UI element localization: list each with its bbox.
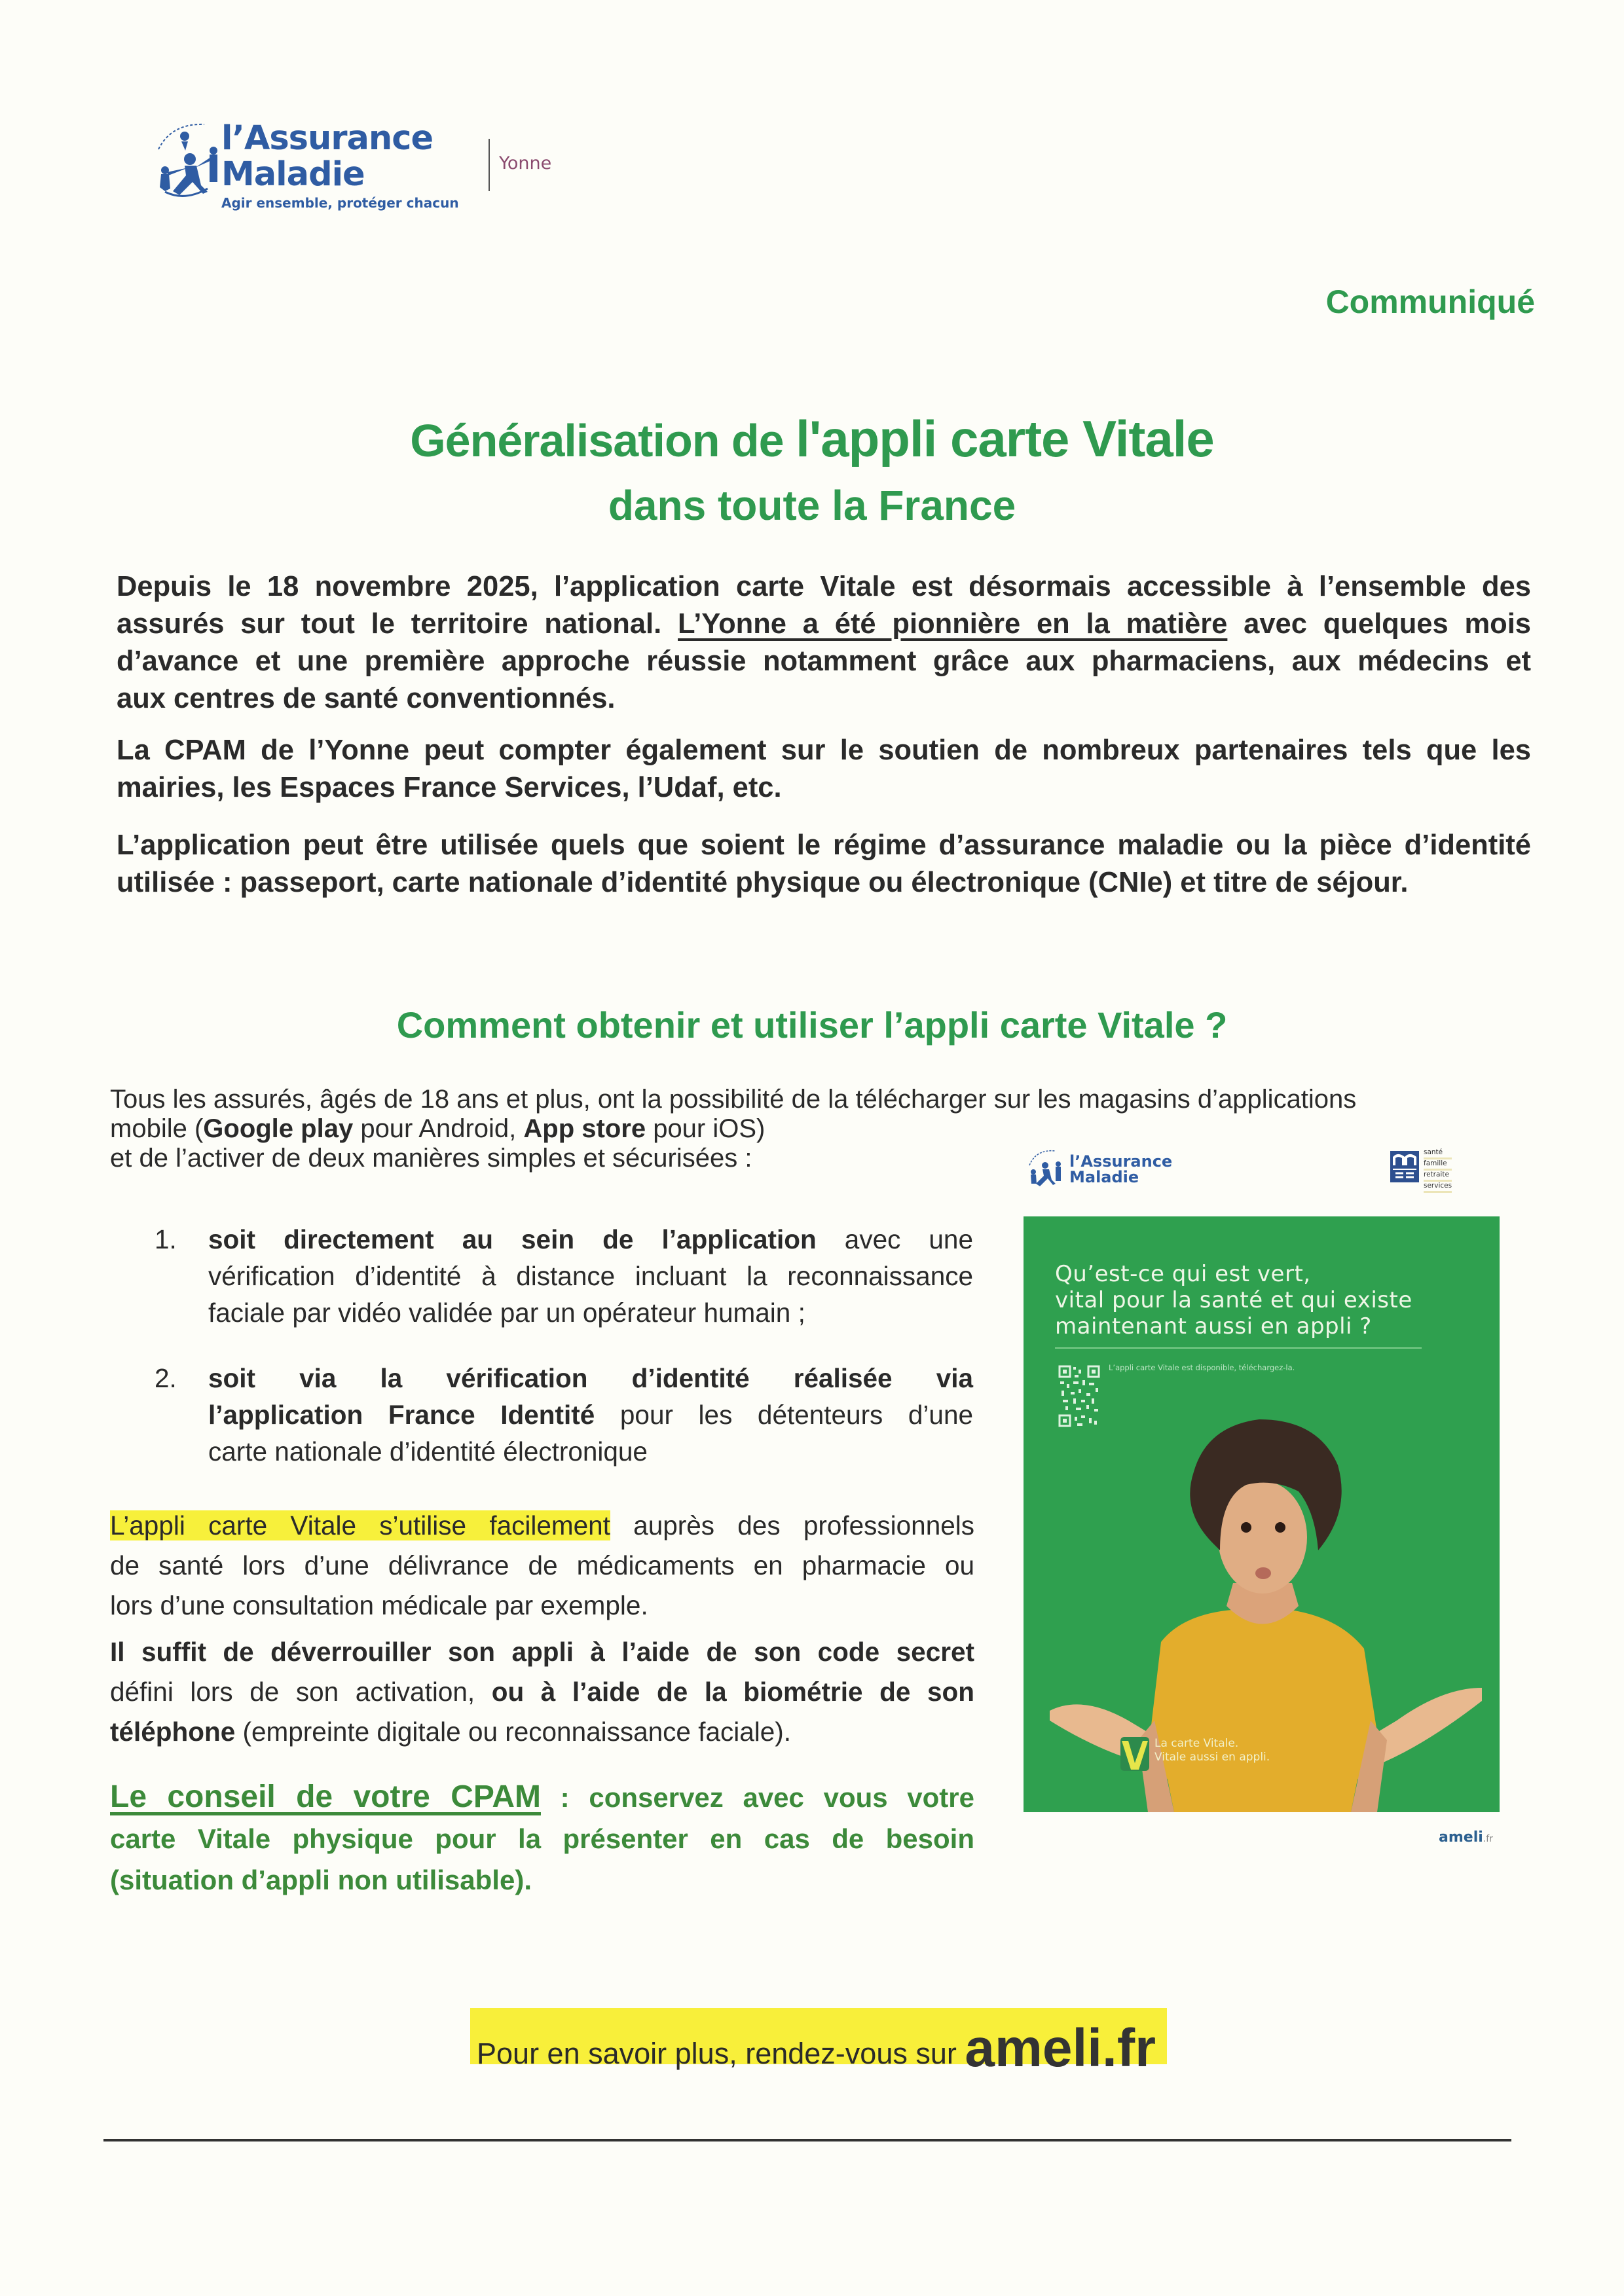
- step-1-line-2: vérification d’identité à distance incluant la reconnaissance: [208, 1261, 973, 1291]
- poster-tagline-line-1: La carte Vitale.: [1154, 1737, 1239, 1750]
- usage-text-line-2: de santé lors d’une délivrance de médicaments en pharmacie ou: [110, 1550, 974, 1580]
- intro-line-2a: assurés sur tout le territoire national.: [117, 608, 678, 640]
- poster-tagline-line-2: Vitale aussi en appli.: [1154, 1751, 1270, 1764]
- intro-paragraph: [117, 568, 1531, 718]
- unlock-line-3-rest: (empreinte digitale ou reconnaissance faciale).: [235, 1717, 792, 1747]
- how-intro: [110, 1085, 1531, 1173]
- usage-line-2: utilisée : passeport, carte nationale d’identité physique ou électronique (CNIe) et titre de séjour.: [117, 867, 1409, 898]
- cpam-advice: [110, 1776, 974, 1901]
- assurance-maladie-logo-icon: [145, 110, 224, 208]
- section-title: Comment obtenir et utiliser l’appli carte Vitale ?: [396, 1004, 1228, 1046]
- how-intro-l2b: pour Android,: [353, 1114, 524, 1143]
- usage-text-rest: auprès des professionnels: [610, 1510, 975, 1540]
- vitale-v-logo-icon: [1120, 1737, 1149, 1771]
- page-subtitle: dans toute la France: [608, 482, 1016, 529]
- unlock-line-2: [110, 1672, 974, 1712]
- step-2-line-2: [208, 1396, 973, 1433]
- msa-line-2: famille: [1424, 1159, 1452, 1171]
- intro-line-3: d’avance et une première approche réussie notamment grâce aux pharmaciens, aux médecins et: [117, 646, 1531, 677]
- step-2: [155, 1360, 973, 1470]
- poster-question: [1055, 1261, 1474, 1339]
- step-2-line-1: soit via la vérification d’identité réalisée via: [208, 1363, 973, 1393]
- usage-text-line-1: [110, 1506, 974, 1546]
- poster-am-logo-line2: Maladie: [1069, 1168, 1139, 1186]
- page-title: [0, 409, 1624, 469]
- page-title-part1: Généralisation de: [410, 415, 796, 466]
- intro-line-4: aux centres de santé conventionnés.: [117, 683, 616, 714]
- step-1-rest: avec une: [816, 1224, 973, 1254]
- msa-line-4: services: [1424, 1182, 1452, 1193]
- partners-paragraph: [117, 732, 1531, 807]
- how-intro-line-1: Tous les assurés, âgés de 18 ans et plus, ont la possibilité de la télécharger sur les magasins d’applications: [110, 1085, 1357, 1114]
- poster-am-logo-line1: l’Assurance: [1069, 1152, 1173, 1171]
- step-1-bold: soit directement au sein de l’application: [208, 1224, 817, 1254]
- bottom-divider: [103, 2139, 1511, 2141]
- logo-divider: [489, 139, 490, 191]
- page-title-part2: l'appli carte Vitale: [796, 410, 1214, 467]
- msa-logo-icon: [1390, 1151, 1419, 1182]
- partners-line-2: mairies, les Espaces France Services, l’Udaf, etc.: [117, 772, 782, 803]
- step-2-line-3: carte nationale d’identité électronique: [208, 1436, 648, 1467]
- advice-line-3: (situation d’appli non utilisable).: [110, 1865, 532, 1895]
- carte-vitale-poster: [1024, 1216, 1500, 1812]
- poster-available-text: L’appli carte Vitale est disponible, téléchargez-la.: [1109, 1363, 1295, 1372]
- usage-paragraph: [117, 827, 1531, 902]
- poster-am-logo-text: [1069, 1154, 1172, 1185]
- unlock-line-2a: défini lors de son activation,: [110, 1677, 492, 1707]
- intro-underlined-text: L’Yonne a été pionnière en la matière: [678, 608, 1228, 640]
- usage-line-1: L’application peut être utilisée quels que soient le régime d’assurance maladie ou la pièce d’identité: [117, 829, 1531, 861]
- step-1-number: 1.: [155, 1224, 177, 1254]
- poster-tagline: [1154, 1737, 1270, 1764]
- partners-line-1: La CPAM de l’Yonne peut compter également sur le soutien de nombreux partenaires tels que les: [117, 735, 1531, 766]
- logo-region: Yonne: [499, 153, 552, 173]
- msa-logo-text: [1424, 1148, 1452, 1193]
- step-2-bold: l’application France Identité: [208, 1400, 595, 1430]
- poster-question-line-3: maintenant aussi en appli ?: [1055, 1313, 1372, 1339]
- advice-line-2: carte Vitale physique pour la présenter en cas de besoin: [110, 1823, 974, 1854]
- poster-ameli-brand-name: ameli: [1439, 1829, 1483, 1846]
- how-intro-l2a: mobile (: [110, 1114, 204, 1143]
- logo-tagline: Agir ensemble, protéger chacun: [221, 195, 459, 211]
- how-intro-line-3: et de l’activer de deux manières simples et sécurisées :: [110, 1144, 752, 1173]
- footer-cta: [477, 2018, 1156, 2079]
- poster-divider: [1055, 1347, 1422, 1349]
- usage-text: [110, 1506, 974, 1626]
- intro-line-2b: avec quelques mois: [1227, 608, 1531, 640]
- poster-question-line-1: Qu’est-ce qui est vert,: [1055, 1261, 1311, 1287]
- poster-question-line-2: vital pour la santé et qui existe: [1055, 1287, 1412, 1313]
- google-play-label: Google play: [203, 1114, 354, 1143]
- step-2-rest: pour les détenteurs d’une: [595, 1400, 973, 1430]
- poster-assurance-maladie-logo-icon: [1023, 1146, 1066, 1192]
- unlock-text: [110, 1632, 974, 1752]
- unlock-line-2-bold: ou à l’aide de la biométrie de son: [491, 1677, 975, 1707]
- intro-line-2: [117, 606, 1531, 643]
- advice-line-1: [110, 1776, 974, 1818]
- app-store-label: App store: [523, 1114, 646, 1143]
- poster-ameli-brand-tld: .fr: [1483, 1834, 1493, 1844]
- logo-title-line2: Maladie: [221, 155, 365, 194]
- footer-cta-text: Pour en savoir plus, rendez-vous sur: [477, 2037, 965, 2070]
- how-intro-l2c: pour iOS): [646, 1114, 766, 1143]
- how-intro-line-2: [110, 1114, 1531, 1144]
- ameli-link[interactable]: ameli.fr: [965, 2018, 1156, 2078]
- intro-line-1: Depuis le 18 novembre 2025, l’application carte Vitale est désormais accessible à l’ensemble des: [117, 571, 1531, 602]
- unlock-line-3: [110, 1712, 974, 1752]
- poster-ameli-brand: [1439, 1829, 1493, 1846]
- step-1-line-3: faciale par vidéo validée par un opérateur humain ;: [208, 1298, 805, 1328]
- document-type-label: Communiqué: [1325, 283, 1535, 320]
- step-2-number: 2.: [155, 1363, 177, 1393]
- usage-text-line-3: lors d’une consultation médicale par exemple.: [110, 1590, 648, 1620]
- unlock-line-3-bold: téléphone: [110, 1717, 236, 1747]
- step-1-line-1: [208, 1221, 973, 1258]
- logo-title-line1: l’Assurance: [221, 119, 434, 158]
- msa-line-3: retraite: [1424, 1171, 1452, 1182]
- advice-line-1-rest: : conservez avec vous votre: [540, 1782, 974, 1813]
- step-1: [155, 1221, 973, 1331]
- msa-line-1: santé: [1424, 1148, 1452, 1159]
- advice-heading: Le conseil de votre CPAM: [110, 1779, 541, 1814]
- usage-highlight: L’appli carte Vitale s’utilise facilement: [110, 1510, 610, 1540]
- unlock-line-1: Il suffit de déverrouiller son appli à l’aide de son code secret: [110, 1637, 974, 1667]
